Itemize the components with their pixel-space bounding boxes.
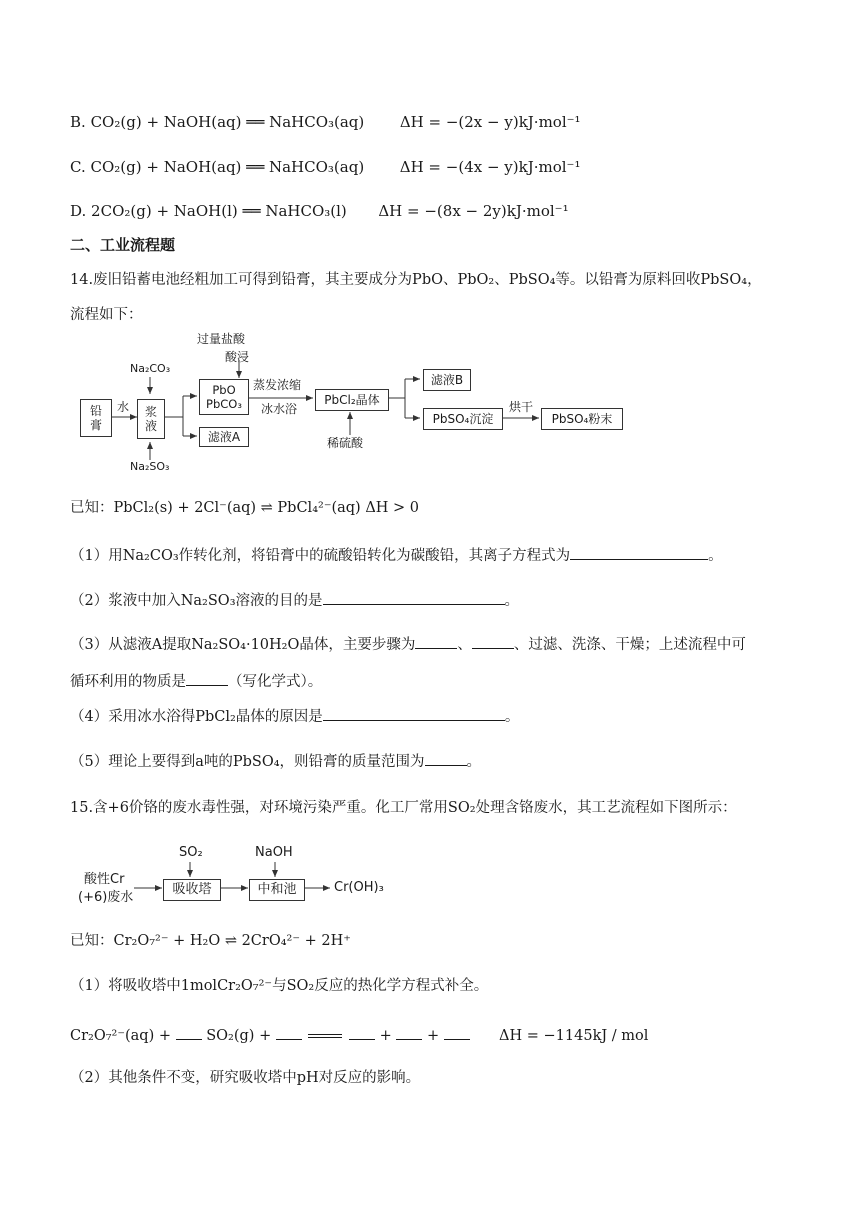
node-pbcl2-crystal: PbCl₂晶体 [315, 389, 389, 411]
label-dry: 烘干 [509, 400, 534, 414]
label-ice-bath: 冰水浴 [261, 402, 298, 416]
q14-sub5 [70, 751, 481, 772]
q14-flow-diagram [75, 332, 635, 480]
q14-sub4-text: （4）采用冰水浴得PbCl₂晶体的原因是 [70, 709, 323, 725]
eq-left: Cr₂O₇²⁻(aq) + [70, 1028, 172, 1044]
eq-blank-3[interactable] [349, 1025, 375, 1040]
option-b-label: B. [70, 113, 86, 131]
eq-blank-1[interactable] [176, 1025, 202, 1040]
label-acid-leach: 酸浸 [225, 350, 250, 364]
q15-intro: 15.含+6价铬的废水毒性强，对环境污染严重。化工厂常用SO₂处理含铬废水，其工艺流程如下图所示： [70, 800, 737, 816]
label-acid-cr-waste-1: 酸性Cr [84, 872, 125, 887]
label-dilute-h2so4: 稀硫酸 [327, 436, 364, 450]
label-evaporate: 蒸发浓缩 [253, 378, 302, 392]
label-water: 水 [117, 400, 130, 414]
eq-plus-1: + [379, 1028, 392, 1044]
option-c-label: C. [70, 158, 86, 176]
option-c-reaction: CO₂(g) + NaOH(aq) ══ NaHCO₃(aq) [90, 158, 365, 176]
answer-blank-5[interactable] [425, 751, 467, 766]
q14-sub1 [70, 545, 723, 566]
label-so2: SO₂ [179, 845, 203, 860]
q14-sub2-text: （2）浆液中加入Na₂SO₃溶液的目的是 [70, 593, 323, 609]
q14-sub3-line2-end: （写化学式）。 [228, 674, 323, 690]
eq-enthalpy: ΔH = −1145kJ / mol [499, 1028, 649, 1044]
answer-blank-3c[interactable] [186, 671, 228, 686]
node-filtrate-b: 滤液B [423, 369, 471, 391]
option-d-label: D. [70, 202, 87, 220]
q14-sub3-line2-text: 循环利用的物质是 [70, 674, 186, 690]
label-cr-oh-3: Cr(OH)₃ [334, 880, 384, 895]
q15-sub1: （1）将吸收塔中1molCr₂O₇²⁻与SO₂反应的热化学方程式补全。 [70, 978, 489, 994]
q14-known: 已知：PbCl₂(s) + 2Cl⁻(aq) ⇌ PbCl₄²⁻(aq) ΔH > 0 [70, 500, 420, 516]
q15-sub2: （2）其他条件不变，研究吸收塔中pH对反应的影响。 [70, 1070, 421, 1086]
option-b [70, 112, 581, 132]
q14-sub3-cont: 、过滤、洗涤、干燥；上述流程中可 [513, 637, 746, 653]
q15-flow-diagram [78, 842, 398, 912]
option-d-reaction: 2CO₂(g) + NaOH(l) ══ NaHCO₃(l) [91, 202, 347, 220]
equals-sign-icon [308, 1033, 342, 1039]
option-d-enthalpy: ΔH = −(8x − 2y)kJ·mol⁻¹ [378, 202, 569, 220]
option-c [70, 157, 580, 177]
node-pbso4-powder: PbSO₄粉末 [541, 408, 623, 430]
node-neutralization-pool: 中和池 [249, 879, 305, 901]
label-acid-cr-waste-2: (+6)废水 [78, 890, 134, 905]
node-absorption-tower: 吸收塔 [163, 879, 221, 901]
label-naoh: NaOH [255, 845, 293, 860]
answer-blank-1[interactable] [570, 545, 708, 560]
option-b-reaction: CO₂(g) + NaOH(aq) ══ NaHCO₃(aq) [90, 113, 365, 131]
option-c-enthalpy: ΔH = −(4x − y)kJ·mol⁻¹ [399, 158, 581, 176]
eq-blank-5[interactable] [444, 1025, 470, 1040]
q14-sub3-text: （3）从滤液A提取Na₂SO₄·10H₂O晶体，主要步骤为 [70, 637, 416, 653]
label-na2so3: Na₂SO₃ [130, 460, 170, 473]
answer-blank-4[interactable] [323, 706, 505, 721]
q14-sub4 [70, 706, 519, 727]
answer-blank-3b[interactable] [472, 634, 514, 649]
q14-sub3-line2 [70, 671, 322, 692]
q14-intro-line2: 流程如下： [70, 307, 143, 323]
q14-sub3-line1 [70, 634, 746, 655]
node-filtrate-a: 滤液A [199, 427, 249, 447]
label-excess-hcl: 过量盐酸 [197, 332, 246, 346]
q14-sub4-end: 。 [504, 709, 520, 725]
node-pbso4-precipitate: PbSO₄沉淀 [423, 408, 503, 430]
q15-known: 已知：Cr₂O₇²⁻ + H₂O ⇌ 2CrO₄²⁻ + 2H⁺ [70, 933, 351, 949]
section-title: 二、工业流程题 [70, 236, 176, 254]
eq-blank-2[interactable] [276, 1025, 302, 1040]
option-b-enthalpy: ΔH = −(2x − y)kJ·mol⁻¹ [399, 113, 581, 131]
answer-blank-2[interactable] [323, 590, 505, 605]
label-na2co3: Na₂CO₃ [130, 362, 171, 375]
q14-sub2-end: 。 [504, 593, 520, 609]
node-lead-paste: 铅 膏 [80, 399, 112, 437]
q14-sub2 [70, 590, 519, 611]
q14-sub1-text: （1）用Na₂CO₃作转化剂，将铅膏中的硫酸铅转化为碳酸铅，其离子方程式为 [70, 548, 571, 564]
q14-sub3-sep: 、 [457, 637, 472, 653]
q14-sub1-end: 。 [708, 548, 723, 564]
q14-intro-line1: 14.废旧铅蓄电池经粗加工可得到铅膏，其主要成分为PbO、PbO₂、PbSO₄等。以铅膏为原料回收PbSO₄， [70, 272, 762, 288]
answer-blank-3a[interactable] [415, 634, 457, 649]
eq-plus-2: + [427, 1028, 440, 1044]
node-slurry: 浆 液 [137, 399, 165, 439]
option-d [70, 201, 569, 221]
node-pbo-pbco3: PbO PbCO₃ [199, 379, 249, 415]
eq-so2: SO₂(g) + [206, 1028, 272, 1044]
q15-equation [70, 1025, 648, 1046]
q14-sub5-text: （5）理论上要得到a吨的PbSO₄，则铅膏的质量范围为 [70, 754, 425, 770]
q14-sub5-end: 。 [466, 754, 482, 770]
eq-blank-4[interactable] [396, 1025, 422, 1040]
